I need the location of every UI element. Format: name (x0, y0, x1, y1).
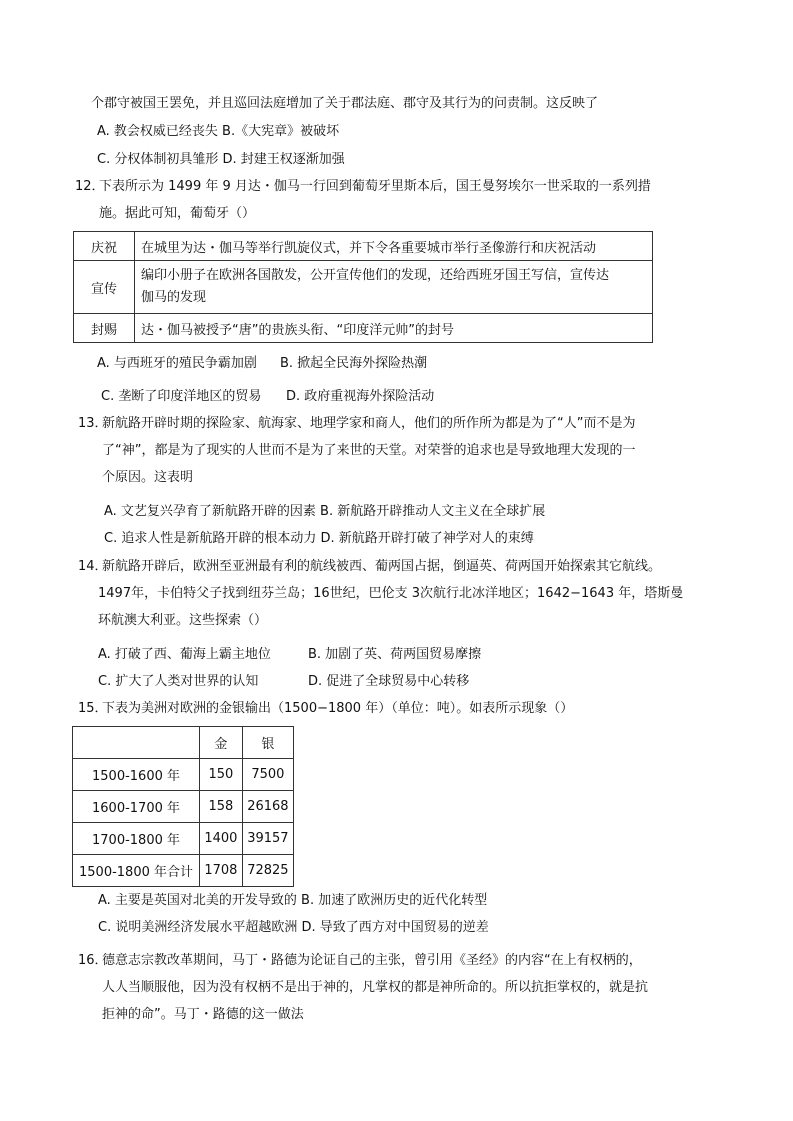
q12-option-c: C. 垄断了印度洋地区的贸易 (101, 389, 262, 404)
table-row-header: 庆祝 (74, 232, 135, 261)
table-row (74, 314, 653, 343)
table-cell: 7500 (242, 759, 293, 791)
table-row (73, 759, 294, 791)
q12-option-a: A. 与西班牙的殖民争霸加剧 (97, 356, 257, 371)
q12-number: 12． (75, 179, 105, 194)
q15-stem-line-1: 下表为美洲对欧洲的金银输出（1500−1800 年）（单位：吨）。如表所示现象（） (102, 701, 574, 716)
q14-option-d: D. 促进了全球贸易中心转移 (308, 674, 470, 689)
q15-gold-silver-table (72, 726, 294, 887)
q13-number: 13． (78, 416, 108, 431)
table-row (73, 791, 294, 823)
q12-stem-line-1: 下表所示为 1499 年 9 月达・伽马一行回到葡萄牙里斯本后，国王曼努埃尔一世采取的一系列措 (99, 179, 651, 194)
q14-option-c: C. 扩大了人类对世界的认知 (98, 674, 259, 689)
table-cell: 39157 (242, 823, 293, 855)
table-row (73, 855, 294, 887)
table-cell-text: 编印小册子在欧洲各国散发，公开宣传他们的发现，还给西班牙国王写信，宣传达 (141, 268, 610, 283)
table-cell: 1500-1600 年 (73, 759, 200, 791)
q16-stem-line-1: 德意志宗教改革期间，马丁・路德为论证自己的主张，曾引用《圣经》的内容“在上有权柄的， (102, 953, 642, 968)
q14-stem-line-1: 新航路开辟后，欧洲至亚洲最有利的航线被西、葡两国占据，倒逼英、荷两国开始探索其它航线。 (102, 559, 662, 574)
table-cell: 1500-1800 年合计 (73, 855, 200, 887)
table-cell: 72825 (242, 855, 293, 887)
table-cell-text: 达・伽马被授予“唐”的贵族头衔、“印度洋元帅”的封号 (141, 322, 454, 338)
q14-number: 14． (78, 559, 108, 574)
table-row-header: 宣传 (74, 261, 135, 314)
table-cell (135, 314, 653, 343)
table-header-cell (73, 727, 200, 759)
table-cell: 1708 (200, 855, 243, 887)
table-header-cell: 银 (242, 727, 293, 759)
table-cell: 158 (200, 791, 243, 823)
q15-options-cd: C. 说明美洲经济发展水平超越欧洲 D. 导致了西方对中国贸易的逆差 (98, 920, 489, 935)
table-cell: 1400 (200, 823, 243, 855)
q16-stem-line-2: 人人当顺服他，因为没有权柄不是出于神的，凡掌权的都是神所命的。所以抗拒掌权的，就是抗 (102, 980, 649, 995)
table-row (73, 823, 294, 855)
q15-options-ab: A. 主要是英国对北美的开发导致的 B. 加速了欧洲历史的近代化转型 (98, 893, 488, 908)
q13-stem-line-3: 个原因。这表明 (102, 470, 194, 485)
table-cell (135, 232, 653, 261)
q11-options-ab: A. 教会权威已经丧失 B.《大宪章》被破坏 (97, 124, 340, 139)
table-cell: 150 (200, 759, 243, 791)
q12-option-d: D. 政府重视海外探险活动 (286, 389, 435, 404)
q13-options-cd: C. 追求人性是新航路开辟的根本动力 D. 新航路开辟打破了神学对人的束缚 (104, 531, 534, 546)
table-cell-text: 在城里为达・伽马等举行凯旋仪式，并下令各重要城市举行圣像游行和庆祝活动 (141, 240, 597, 256)
q16-number: 16． (78, 953, 108, 968)
q16-stem-line-3: 拒神的命”。马丁・路德的这一做法 (102, 1007, 304, 1022)
q11-text-line: 个郡守被国王罢免，并且巡回法庭增加了关于郡法庭、郡守及其行为的问责制。这反映了 (91, 96, 599, 111)
q14-option-b: B. 加剧了英、荷两国贸易摩擦 (308, 647, 482, 662)
table-header-row (73, 727, 294, 759)
q13-options-ab: A. 文艺复兴孕育了新航路开辟的因素 B. 新航路开辟推动人文主义在全球扩展 (104, 504, 546, 519)
table-cell: 26168 (242, 791, 293, 823)
table-header-cell: 金 (200, 727, 243, 759)
q13-stem-line-1: 新航路开辟时期的探险家、航海家、地理学家和商人，他们的所作所为都是为了“人”而不是为 (102, 416, 636, 431)
table-cell-text: 伽马的发现 (141, 290, 207, 305)
table-cell: 1600-1700 年 (73, 791, 200, 823)
table-row-header: 封赐 (74, 314, 135, 343)
table-cell: 1700-1800 年 (73, 823, 200, 855)
q14-stem-line-3: 环航澳大利亚。这些探索（） (98, 613, 268, 628)
q13-stem-line-2: 了“神”，都是为了现实的人世而不是为了来世的天堂。对荣誉的追求也是导致地理大发现的一 (102, 443, 636, 458)
q14-option-a: A. 打破了西、葡海上霸主地位 (98, 647, 271, 662)
q12-stem-line-2: 施。据此可知，葡萄牙（） (99, 206, 256, 221)
table-row (74, 232, 653, 261)
q12-option-b: B. 掀起全民海外探险热潮 (280, 356, 428, 371)
table-row (74, 261, 653, 314)
q14-stem-line-2: 1497年，卡伯特父子找到纽芬兰岛；16世纪，巴伦支 3次航行北冰洋地区；1642−1643 年，塔斯曼 (98, 586, 684, 601)
q15-number: 15． (78, 701, 108, 716)
table-cell (135, 261, 653, 314)
q12-measures-table (73, 231, 653, 343)
q11-options-cd: C. 分权体制初具雏形 D. 封建王权逐渐加强 (97, 152, 345, 167)
